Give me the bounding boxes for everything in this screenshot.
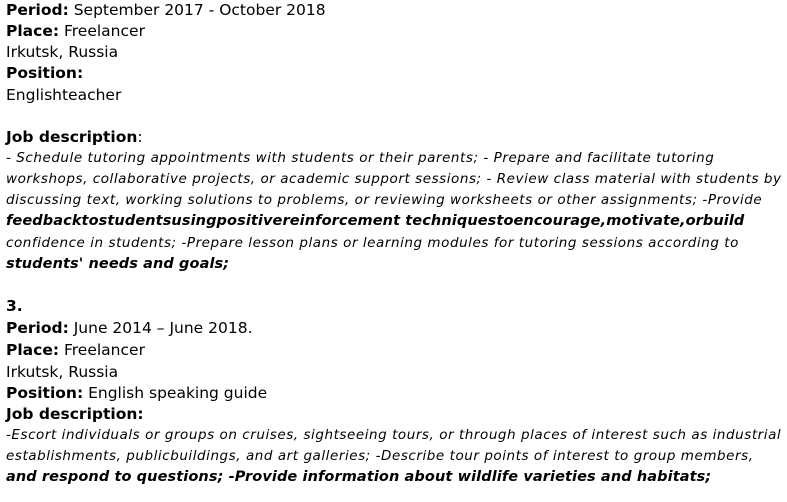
position-value: English speaking guide	[88, 384, 268, 402]
description-line: establishments, publicbuildings, and art galleries; -Describe tour points of interest to group members,	[6, 448, 754, 464]
description-line: feedbacktostudentsusingpositivereinforcement techniquestoencourage,motivate,orbuild	[6, 213, 745, 229]
period-value: September 2017 - October 2018	[73, 1, 326, 19]
place-value: Freelancer	[63, 22, 145, 40]
position-label: Position:	[6, 64, 84, 82]
period-line	[6, 318, 253, 339]
job-description-heading	[6, 127, 143, 148]
period-line	[6, 0, 326, 21]
job-description-colon: :	[137, 128, 143, 146]
position-value: Englishteacher	[6, 86, 122, 104]
place-line	[6, 340, 145, 361]
description-line: - Schedule tutoring appointments with students or their parents; - Prepare and facilitate tutoring	[6, 150, 715, 166]
position-label: Position:	[6, 384, 84, 402]
place-label: Place:	[6, 22, 60, 40]
description-line: -Escort individuals or groups on cruises, sightseeing tours, or through places of interest such as industrial	[6, 427, 782, 443]
period-value: June 2014 – June 2018.	[73, 319, 253, 337]
job-description-label: Job description	[6, 128, 138, 146]
period-label: Period:	[6, 1, 69, 19]
place-label: Place:	[6, 341, 60, 359]
entry-number: 3.	[6, 297, 23, 315]
location-line: Irkutsk, Russia	[6, 43, 119, 61]
description-line: confidence in students; -Prepare lesson plans or learning modules for tutoring sessions according to	[6, 235, 739, 251]
description-line: students' needs and goals;	[6, 256, 230, 272]
job-description-label: Job description:	[6, 405, 144, 423]
location-line: Irkutsk, Russia	[6, 363, 119, 381]
description-line: workshops, collaborative projects, or academic support sessions; - Review class material with students by	[6, 171, 782, 187]
period-label: Period:	[6, 319, 69, 337]
place-line	[6, 21, 145, 42]
description-line: discussing text, working solutions to problems, or reviewing worksheets or other assignments; -Provide	[6, 192, 763, 208]
description-line: and respond to questions; -Provide information about wildlife varieties and habitats;	[6, 469, 712, 485]
position-line	[6, 383, 267, 404]
place-value: Freelancer	[63, 341, 145, 359]
